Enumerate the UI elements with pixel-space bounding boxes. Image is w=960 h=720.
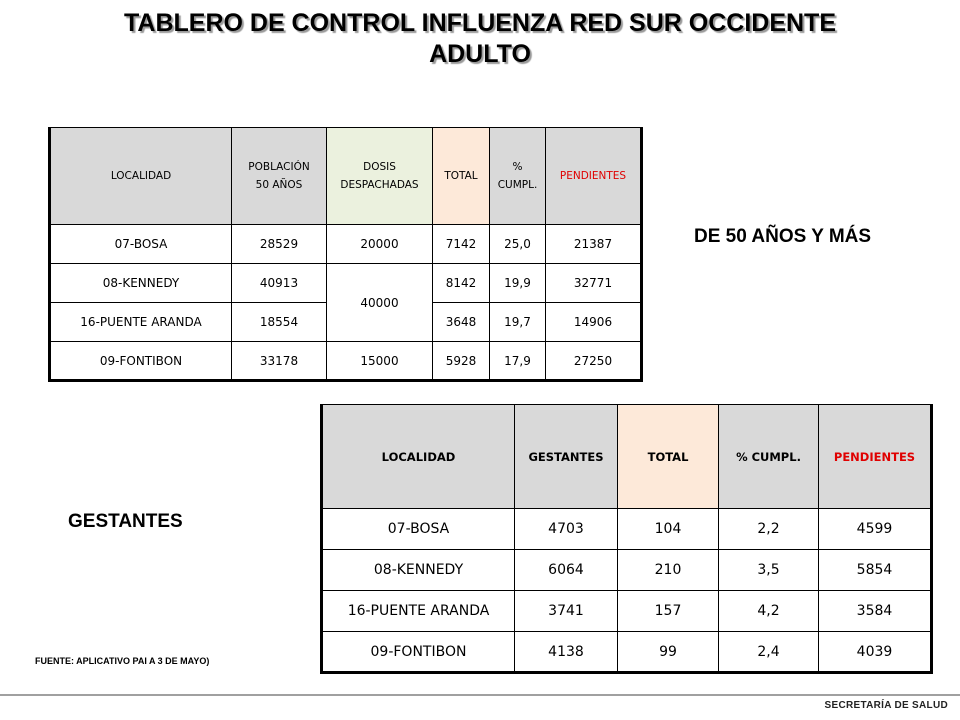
table-gestantes xyxy=(320,404,933,674)
cell-localidad: 08-KENNEDY xyxy=(50,264,232,303)
cell-total: 99 xyxy=(618,632,719,673)
cell-cumpl: 3,5 xyxy=(719,550,819,591)
table-row xyxy=(322,632,932,673)
cell-gestantes: 6064 xyxy=(515,550,618,591)
header-poblacion xyxy=(232,128,327,225)
cell-cumpl: 4,2 xyxy=(719,591,819,632)
cell-pendientes: 4039 xyxy=(819,632,932,673)
cell-dosis-merged: 40000 xyxy=(327,264,433,342)
label-50-anos: DE 50 AÑOS Y MÁS xyxy=(694,226,872,247)
cell-poblacion: 33178 xyxy=(232,342,327,381)
cell-total: 3648 xyxy=(433,303,490,342)
cell-cumpl: 19,7 xyxy=(490,303,546,342)
table-row xyxy=(50,264,642,303)
title-line-2: ADULTO xyxy=(429,40,531,68)
cell-poblacion: 18554 xyxy=(232,303,327,342)
cell-localidad: 08-KENNEDY xyxy=(322,550,515,591)
cell-pendientes: 14906 xyxy=(546,303,642,342)
header-total: TOTAL xyxy=(433,128,490,225)
title-line-1: TABLERO DE CONTROL INFLUENZA RED SUR OCCIDENTE xyxy=(123,9,837,37)
cell-localidad: 09-FONTIBON xyxy=(322,632,515,673)
cell-poblacion: 28529 xyxy=(232,225,327,264)
footer-brand: SECRETARÍA DE SALUD xyxy=(824,700,948,711)
header-cumpl: % CUMPL. xyxy=(719,405,819,509)
table-row xyxy=(322,591,932,632)
cell-pendientes: 5854 xyxy=(819,550,932,591)
cell-localidad: 09-FONTIBON xyxy=(50,342,232,381)
cell-cumpl: 2,4 xyxy=(719,632,819,673)
cell-localidad: 07-BOSA xyxy=(50,225,232,264)
cell-pendientes: 4599 xyxy=(819,509,932,550)
cell-total: 210 xyxy=(618,550,719,591)
cell-cumpl: 2,2 xyxy=(719,509,819,550)
source-note: FUENTE: APLICATIVO PAI A 3 DE MAYO) xyxy=(35,656,210,666)
cell-localidad: 16-PUENTE ARANDA xyxy=(322,591,515,632)
table-row xyxy=(50,225,642,264)
header-dosis-line1: DOSIS xyxy=(363,161,396,173)
header-cumpl xyxy=(490,128,546,225)
cell-pendientes: 3584 xyxy=(819,591,932,632)
header-gestantes: GESTANTES xyxy=(515,405,618,509)
cell-total: 157 xyxy=(618,591,719,632)
page-title xyxy=(0,8,960,70)
cell-poblacion: 40913 xyxy=(232,264,327,303)
cell-gestantes: 4703 xyxy=(515,509,618,550)
cell-pendientes: 32771 xyxy=(546,264,642,303)
label-gestantes: GESTANTES xyxy=(68,511,183,532)
header-dosis-line2: DESPACHADAS xyxy=(340,179,419,191)
header-localidad: LOCALIDAD xyxy=(50,128,232,225)
header-poblacion-line2: 50 AÑOS xyxy=(255,179,303,191)
table-row xyxy=(322,550,932,591)
cell-gestantes: 3741 xyxy=(515,591,618,632)
cell-localidad: 07-BOSA xyxy=(322,509,515,550)
cell-cumpl: 25,0 xyxy=(490,225,546,264)
header-cumpl-line1: % xyxy=(512,161,523,173)
cell-total: 8142 xyxy=(433,264,490,303)
cell-total: 7142 xyxy=(433,225,490,264)
header-poblacion-line1: POBLACIÓN xyxy=(248,161,310,173)
table-adultos-50 xyxy=(48,127,643,382)
cell-dosis: 15000 xyxy=(327,342,433,381)
cell-cumpl: 17,9 xyxy=(490,342,546,381)
header-pendientes: PENDIENTES xyxy=(819,405,932,509)
footer-divider xyxy=(0,694,960,696)
table-header-row xyxy=(322,405,932,509)
cell-cumpl: 19,9 xyxy=(490,264,546,303)
cell-pendientes: 27250 xyxy=(546,342,642,381)
cell-total: 104 xyxy=(618,509,719,550)
header-cumpl-line2: CUMPL. xyxy=(497,179,538,191)
cell-gestantes: 4138 xyxy=(515,632,618,673)
header-total: TOTAL xyxy=(618,405,719,509)
header-pendientes: PENDIENTES xyxy=(546,128,642,225)
cell-pendientes: 21387 xyxy=(546,225,642,264)
header-localidad: LOCALIDAD xyxy=(322,405,515,509)
table-row xyxy=(50,342,642,381)
table-header-row xyxy=(50,128,642,225)
cell-total: 5928 xyxy=(433,342,490,381)
cell-dosis: 20000 xyxy=(327,225,433,264)
cell-localidad: 16-PUENTE ARANDA xyxy=(50,303,232,342)
header-dosis xyxy=(327,128,433,225)
table-row xyxy=(322,509,932,550)
